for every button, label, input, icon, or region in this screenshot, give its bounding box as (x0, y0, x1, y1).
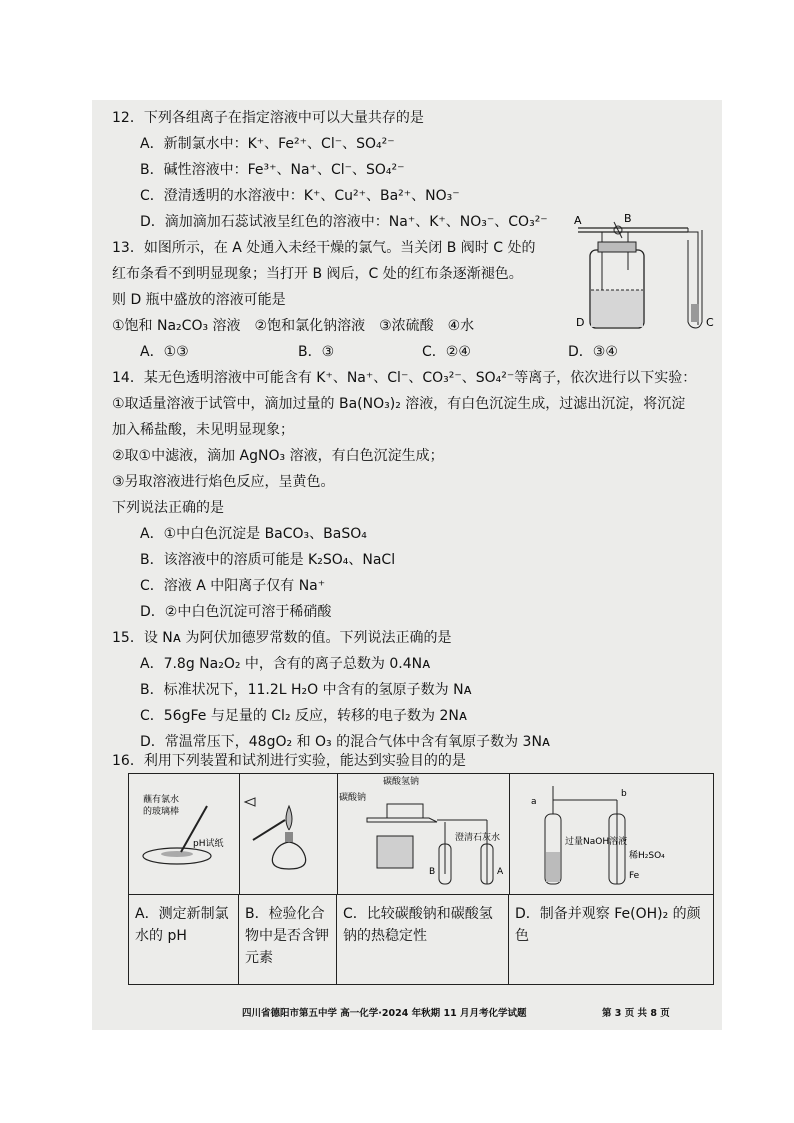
q13-option-c: C．②④ (422, 344, 471, 360)
q16d-fe-label: Fe (629, 871, 640, 881)
q16a-ph-paper-label: pH试纸 (193, 839, 224, 849)
q15-stem: 15．设 Nᴀ 为阿伏加德罗常数的值。下列说法正确的是 (112, 630, 452, 646)
q13-option-b: B．③ (298, 344, 335, 360)
footer-page-number: 第 3 页 共 8 页 (602, 1008, 670, 1019)
q15-option-b: B．标准状况下，11.2L H₂O 中含有的氢原子数为 Nᴀ (140, 682, 472, 698)
q16-stem: 16．利用下列装置和试剂进行实验，能达到实验目的的是 (112, 753, 466, 769)
q13-stem-line2: 红布条看不到明显现象；当打开 B 阀后，C 处的红布条逐渐褪色。 (112, 266, 523, 282)
q12-option-d: D．滴加滴加石蕊试液呈红色的溶液中：Na⁺、K⁺、NO₃⁻、CO₃²⁻ (140, 214, 548, 230)
q12-stem: 12．下列各组离子在指定溶液中可以大量共存的是 (112, 110, 424, 126)
q16c-a-label: A (497, 867, 504, 877)
q13-option-d: D．③④ (568, 344, 618, 360)
q16-apparatus-table (128, 773, 714, 985)
q13-choices: ①饱和 Na₂CO₃ 溶液 ②饱和氯化钠溶液 ③浓硫酸 ④水 (112, 318, 475, 334)
q14-step1-a: ①取适量溶液于试管中，滴加过量的 Ba(NO₃)₂ 溶液，有白色沉淀生成，过滤出沉淀，将沉淀 (112, 396, 686, 412)
q12-option-c: C．澄清透明的水溶液中：K⁺、Cu²⁺、Ba²⁺、NO₃⁻ (140, 188, 460, 204)
q14-step3: ③另取溶液进行焰色反应，呈黄色。 (112, 474, 335, 490)
q16d-h2so4-label: 稀H₂SO₄ (629, 851, 665, 861)
q13-label-d: D (576, 316, 585, 329)
page-footer (242, 1005, 670, 1019)
q14-option-a: A．①中白色沉淀是 BaCO₃、BaSO₄ (140, 526, 367, 542)
q14-step1-b: 加入稀盐酸，未见明显现象； (112, 422, 294, 438)
q16a-rod-label: 蘸有氯水 (143, 795, 180, 805)
q16d-naoh-label: 过量NaOH溶液 (565, 837, 628, 847)
q13-label-c: C (706, 316, 714, 329)
q15-option-d: D．常温常压下，48gO₂ 和 O₃ 的混合气体中含有氧原子数为 3Nᴀ (140, 734, 551, 750)
q14-option-b: B．该溶液中的溶质可能是 K₂SO₄、NaCl (140, 552, 396, 568)
q16d-a-label: a (531, 797, 537, 807)
q12-option-b: B．碱性溶液中：Fe³⁺、Na⁺、Cl⁻、SO₄²⁻ (140, 162, 405, 178)
q16-figure-d (509, 774, 713, 894)
q14-ask: 下列说法正确的是 (112, 500, 224, 516)
q13-label-a: A (574, 214, 582, 227)
q16-figure-b (239, 774, 338, 894)
q13-stem-line1: 13．如图所示，在 A 处通入未经干燥的氯气。当关闭 B 阀时 C 处的 (112, 240, 536, 256)
q15-option-a: A．7.8g Na₂O₂ 中，含有的离子总数为 0.4Nᴀ (140, 656, 431, 672)
q14-option-d: D．②中白色沉淀可溶于稀硝酸 (140, 604, 332, 620)
q14-option-c: C．溶液 A 中阳离子仅有 Na⁺ (140, 578, 326, 594)
q14-step2: ②取①中滤液，滴加 AgNO₃ 溶液，有白色沉淀生成； (112, 448, 444, 464)
q16-caption-d: D．制备并观察 Fe(OH)₂ 的颜色 (509, 894, 713, 984)
exam-page (92, 100, 722, 1030)
q14-stem: 14．某无色透明溶液中可能含有 K⁺、Na⁺、Cl⁻、CO₃²⁻、SO₄²⁻等离子，依次进行以下实验： (112, 370, 697, 386)
q16-caption-c: C．比较碳酸钠和碳酸氢钠的热稳定性 (337, 894, 509, 984)
q16-figure-c (337, 774, 510, 894)
q13-label-b: B (624, 212, 632, 225)
q16c-left-label: 碳酸钠 (339, 793, 367, 803)
q16-figure-a (129, 774, 240, 894)
q13-apparatus-figure (570, 210, 720, 330)
footer-title: 四川省德阳市第五中学 高一化学·2024 年秋期 11 月月考化学试题 (242, 1008, 527, 1019)
q16c-top-label: 碳酸氢钠 (383, 777, 420, 787)
q16c-lime-label: 澄清石灰水 (455, 833, 501, 843)
q15-option-c: C．56gFe 与足量的 Cl₂ 反应，转移的电子数为 2Nᴀ (140, 708, 468, 724)
q12-option-a: A．新制氯水中：K⁺、Fe²⁺、Cl⁻、SO₄²⁻ (140, 136, 395, 152)
q16-caption-b: B．检验化合物中是否含钾元素 (239, 894, 337, 984)
q16c-b-label: B (429, 867, 436, 877)
q13-option-a: A．①③ (140, 344, 189, 360)
q16-caption-a: A．测定新制氯水的 pH (129, 894, 239, 984)
q13-stem-line3: 则 D 瓶中盛放的溶液可能是 (112, 292, 286, 308)
q16a-rod-label2: 的玻璃棒 (143, 807, 180, 817)
q16d-b-label: b (621, 789, 627, 799)
